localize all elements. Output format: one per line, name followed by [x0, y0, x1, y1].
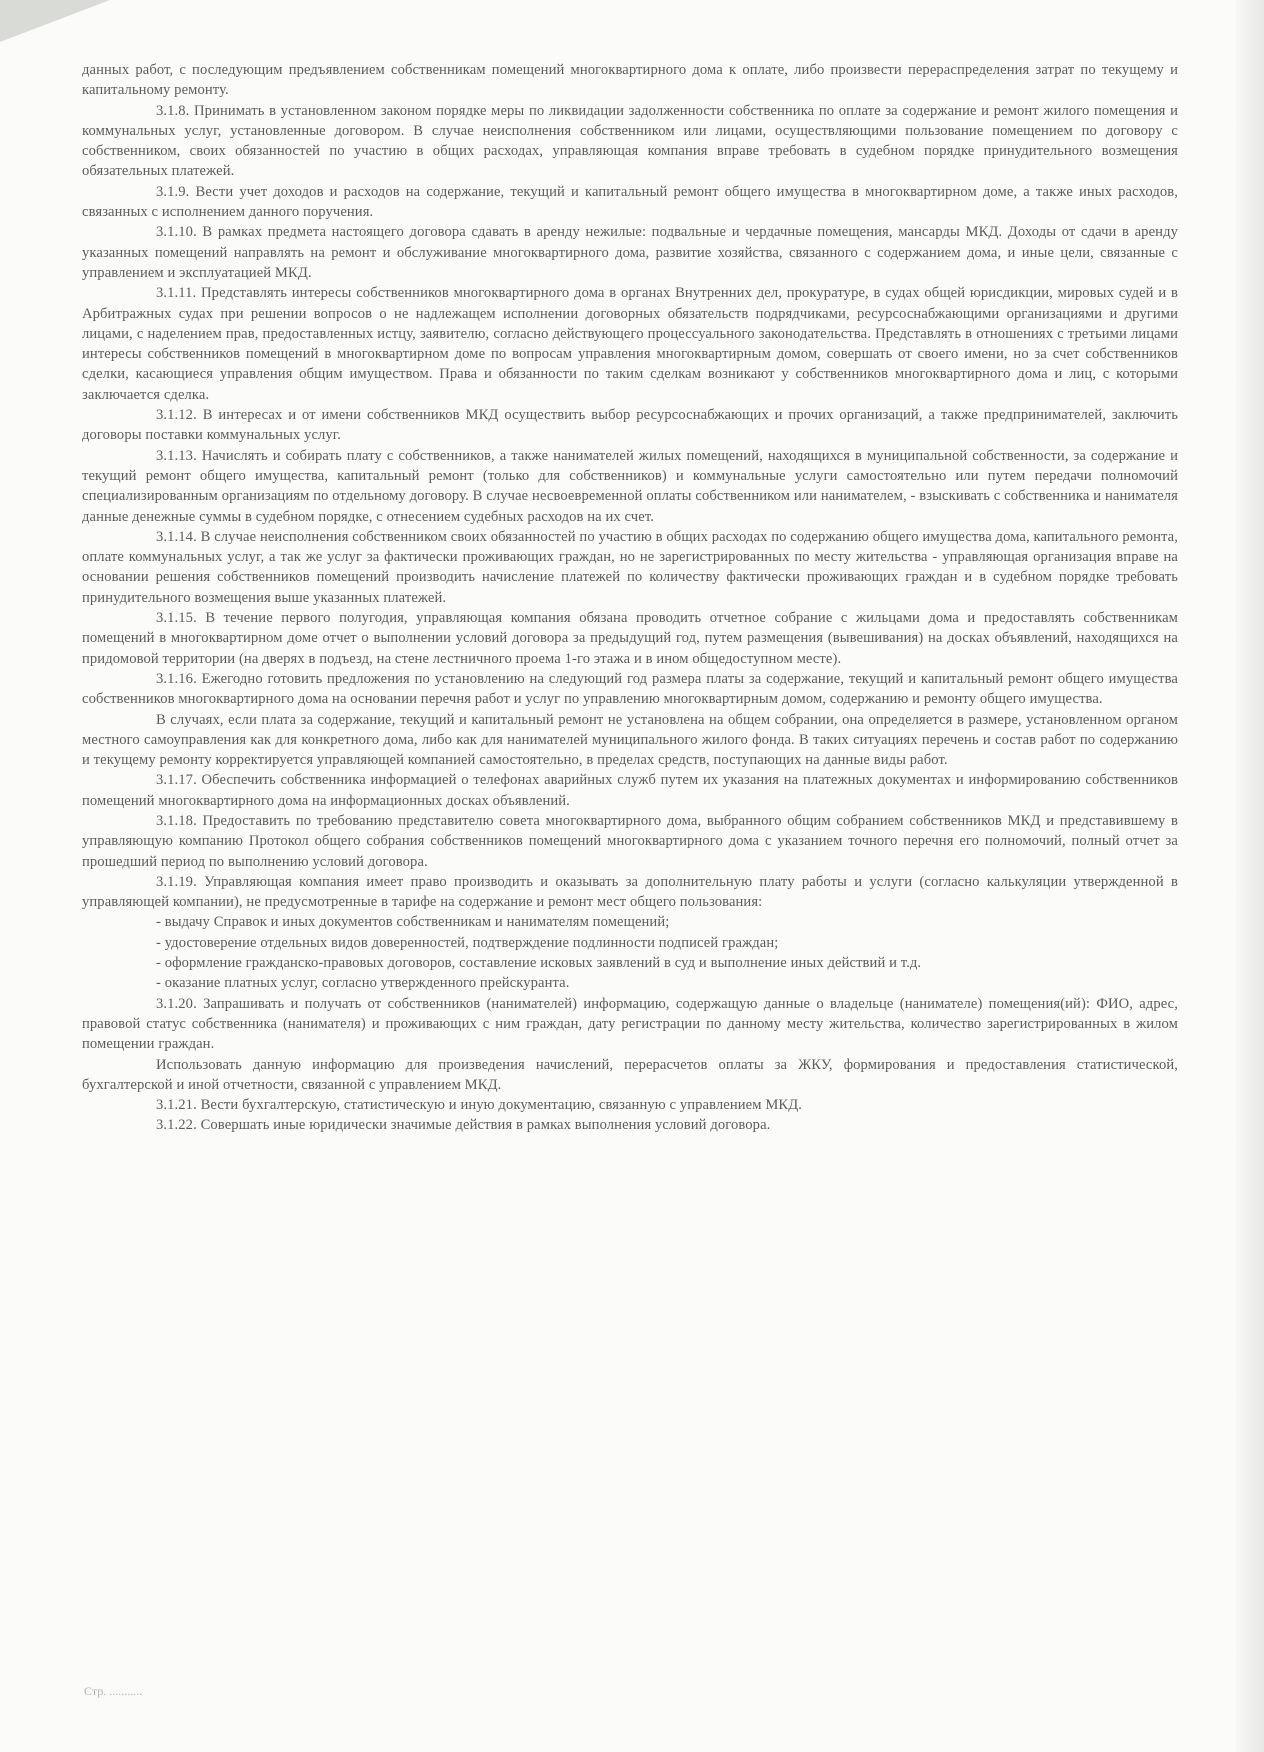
paragraph: 3.1.13. Начислять и собирать плату с собственников, а также нанимателей жилых помещений, находящихся в муниципальной собственности, за содержание и текущий ремонт общего имущества, капитальный ремонт (только для собственников) и коммунальные услуги самостоятельно или путем передачи полномочий специализированным организациям по отдельному договору. В случае несвоевременной оплаты собственником или нанимателем, - взыскивать с собственника и нанимателя данные денежные суммы в судебном порядке, с отнесением судебных расходов на их счет.	[82, 447, 1178, 525]
paragraph: 3.1.11. Представлять интересы собственников многоквартирного дома в органах Внутренних дел, прокуратуре, в судах общей юрисдикции, мировых судей и в Арбитражных судах при решении вопросов о не надлежащем исполнении договорных обязательств подрядчиками, ресурсоснабжающими организациями и другими лицами, с наделением прав, предоставленных истцу, заявителю, согласно действующего процессуального законодательства. Представлять в отношениях с третьими лицами интересы собственников помещений в многоквартирном доме по вопросам управления многоквартирным домом, совершать от своего имени, но за счет собственников сделки, касающиеся управления общим имуществом. Права и обязанности по таким сделкам возникают у собственников многоквартирного дома и лиц, с которыми заключается сделка.	[82, 285, 1178, 403]
paragraph: 3.1.12. В интересах и от имени собственников МКД осуществить выбор ресурсоснабжающих и прочих организаций, а также предпринимателей, заключить договоры поставки коммунальных услуг.	[82, 407, 1178, 444]
paragraph: - оказание платных услуг, согласно утвержденного прейскуранта.	[156, 975, 570, 992]
paragraph: 3.1.10. В рамках предмета настоящего договора сдавать в аренду нежилые: подвальные и чердачные помещения, мансарды МКД. Доходы от сдачи в аренду указанных помещений направлять на ремонт и обслуживание многоквартирного дома, развитие хозяйства, связанного с содержанием дома, и иные цели, связанные с управлением и эксплуатацией МКД.	[82, 224, 1178, 281]
paragraph: - удостоверение отдельных видов доверенностей, подтверждение подлинности подписей граждан;	[156, 934, 779, 951]
paragraph: - выдачу Справок и иных документов собственникам и нанимателям помещений;	[156, 914, 670, 931]
paragraph: Использовать данную информацию для произведения начислений, перерасчетов оплаты за ЖКУ, формирования и предоставления статистической, бухгалтерской и иной отчетности, связанной с управлением МКД.	[82, 1056, 1178, 1093]
page-footer: Стр. ...........	[84, 1684, 143, 1698]
paragraph: данных работ, с последующим предъявлением собственникам помещений многоквартирного дома к оплате, либо произвести перераспределения затрат по текущему и капитальному ремонту.	[82, 62, 1178, 99]
paragraph: В случаях, если плата за содержание, текущий и капитальный ремонт не установлена на общем собрании, она определяется в размере, установленном органом местного самоуправления как для конкретного дома, либо как для нанимателей муниципального жилого фонда. В таких ситуациях перечень и состав работ по содержанию и текущему ремонту корректируется управляющей компанией самостоятельно, в пределах средств, поступающих на данные виды работ.	[82, 711, 1178, 769]
page-edge	[1236, 0, 1264, 1752]
paragraph: 3.1.18. Предоставить по требованию представителю совета многоквартирного дома, выбранного общим собранием собственников МКД и представившему в управляющую компанию Протокол общего собрания собственников помещений многоквартирного дома с указанием точного перечня его полномочий, полный отчет за прошедший период по выполнению условий договора.	[82, 812, 1178, 870]
paragraph: 3.1.17. Обеспечить собственника информацией о телефонах аварийных служб путем их указания на платежных документах и информированию собственников помещений многоквартирного дома на информационных досках объявлений.	[82, 772, 1178, 809]
paragraph: 3.1.9. Вести учет доходов и расходов на содержание, текущий и капитальный ремонт общего имущества в многоквартирном доме, а также иных расходов, связанных с исполнением данного поручения.	[82, 183, 1178, 221]
document-body	[82, 60, 1178, 1136]
paragraph: 3.1.20. Запрашивать и получать от собственников (нанимателей) информацию, содержащую данные о владельце (нанимателе) помещения(ий): ФИО, адрес, правовой статус собственника (нанимателя) и проживающих с ним граждан, дату регистрации по данному месту жительства, количество зарегистрированных в жилом помещении граждан.	[82, 995, 1178, 1053]
folded-corner	[0, 0, 110, 42]
paragraph: 3.1.21. Вести бухгалтерскую, статистическую и иную документацию, связанную с управлением МКД.	[156, 1097, 803, 1114]
paragraph: 3.1.8. Принимать в установленном законом порядке меры по ликвидации задолженности собственника по оплате за содержание и ремонт жилого помещения и коммунальных услуг, установленные договором. В случае неисполнения собственником или лицами, осуществляющими пользование помещением по договору с собственником, своих обязанностей по участию в общих расходах, управляющая компания вправе требовать в судебном порядке принудительного возмещения обязательных платежей.	[82, 102, 1178, 180]
paragraph: 3.1.16. Ежегодно готовить предложения по установлению на следующий год размера платы за содержание, текущий и капитальный ремонт общего имущества собственников многоквартирного дома на основании перечня работ и услуг по управлению многоквартирным домом, содержанию и ремонту общего имущества.	[82, 670, 1178, 708]
paragraph: 3.1.14. В случае неисполнения собственником своих обязанностей по участию в общих расходах по содержанию общего имущества дома, капитального ремонта, оплате коммунальных услуг, а так же услуг за фактически проживающих граждан, но не зарегистрированных по месту жительства - управляющая организация вправе на основании решения собственников помещений производить начисление платежей по количеству фактически проживающих граждан и в судебном порядке требовать принудительного возмещения выше указанных платежей.	[82, 528, 1178, 606]
paragraph: 3.1.19. Управляющая компания имеет право производить и оказывать за дополнительную плату работы и услуги (согласно калькуляции утвержденной в управляющей компании), не предусмотренные в тарифе на содержание и ремонт мест общего пользования:	[82, 873, 1178, 911]
paragraph: - оформление гражданско-правовых договоров, составление исковых заявлений в суд и выполнение иных действий и т.д.	[156, 955, 922, 972]
paragraph: 3.1.22. Совершать иные юридически значимые действия в рамках выполнения условий договора.	[156, 1117, 771, 1134]
paragraph: 3.1.15. В течение первого полугодия, управляющая компания обязана проводить отчетное собрание с жильцами дома и предоставлять собственникам помещений в многоквартирном доме отчет о выполнении условий договора за предыдущий год, путем размещения (вывешивания) на досках объявлений, находящихся на придомовой территории (на дверях в подъезд, на стене лестничного проема 1-го этажа и в ином общедоступном месте).	[82, 610, 1178, 667]
